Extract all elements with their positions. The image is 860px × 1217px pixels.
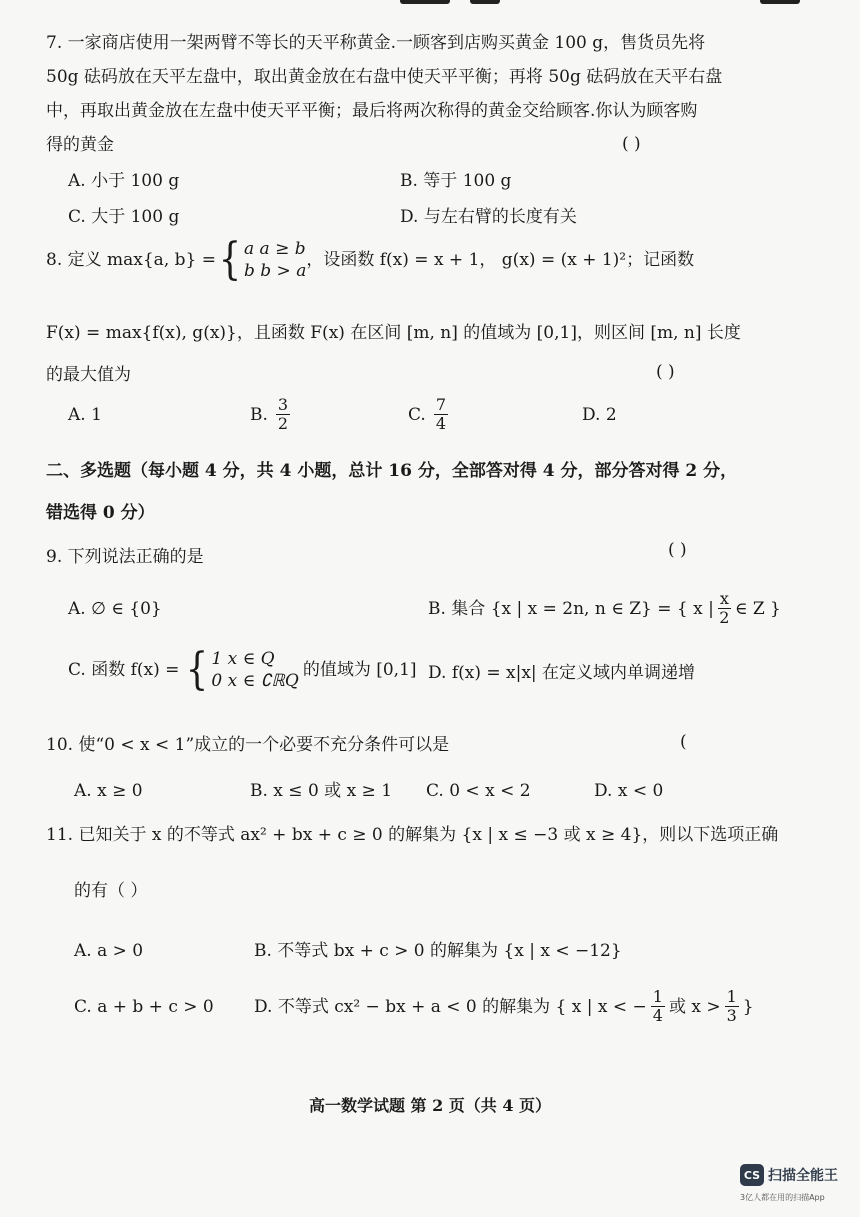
scan-artifact-marks [340, 0, 860, 8]
q11-stem: 11. 已知关于 x 的不等式 ax² + bx + c ≥ 0 的解集为 {x | x ≤ −3 或 x ≥ 4}，则以下选项正确 [46, 825, 779, 845]
q8-option-c-fraction [434, 396, 448, 433]
q9-option-a: A. ∅ ∈ {0} [68, 599, 162, 619]
q9-option-c [68, 644, 417, 695]
q7-line-1: 7. 一家商店使用一架两臂不等长的天平称黄金.一顾客到店购买黄金 100 g，售货员先将 [46, 33, 706, 53]
scanner-watermark-subtitle: 3亿人都在用的扫描App [740, 1193, 825, 1202]
q7-line-3: 中，再取出黄金放在左盘中使天平平衡；最后将两次称得的黄金交给顾客.你认为顾客购 [46, 101, 698, 121]
q9-option-c-cases [183, 644, 299, 695]
q7-line-2: 50g 砝码放在天平左盘中，取出黄金放在右盘中使天平平衡；再将 50g 砝码放在天平右盘 [46, 67, 723, 87]
q9-option-b-fraction [718, 590, 731, 627]
q11-option-d-post: } [742, 996, 754, 1017]
q10-option-b: B. x ≤ 0 或 x ≥ 1 [250, 781, 393, 801]
q11-line-2: 的有（ ） [74, 881, 148, 901]
q10-option-a: A. x ≥ 0 [74, 781, 143, 801]
fraction-denominator: 4 [435, 414, 446, 433]
q7-option-a: A. 小于 100 g [68, 171, 180, 191]
q7-option-d: D. 与左右臂的长度有关 [400, 207, 577, 227]
q8-option-c [408, 396, 448, 433]
page-footer: 高一数学试题 第 2 页（共 4 页） [308, 1096, 552, 1115]
fraction-numerator: 3 [277, 395, 289, 414]
q9-option-c-post: 的值域为 [0,1] [302, 660, 417, 680]
q7-line-4: 得的黄金 [46, 135, 114, 155]
q11-option-c: C. a + b + c > 0 [74, 997, 214, 1017]
section-2-heading-line-1: 二、多选题（每小题 4 分，共 4 小题，总计 16 分，全部答对得 4 分，部分答对得 2 分， [46, 461, 738, 481]
fraction-denominator: 4 [652, 1006, 663, 1025]
q7-answer-paren: ( ) [622, 134, 641, 154]
q11-option-d-pre: D. 不等式 cx² − bx + a < 0 的解集为 { x | x < − [254, 996, 647, 1017]
q8-case-2: b b > a [243, 261, 307, 281]
q11-option-d-mid: 或 x > [668, 996, 721, 1017]
fraction-denominator: 2 [277, 414, 289, 433]
q10-option-c: C. 0 < x < 2 [426, 781, 531, 801]
q10-stem: 10. 使“0 < x < 1”成立的一个必要不充分条件可以是 [46, 735, 450, 755]
q8-case-1: a a ≥ b [243, 239, 306, 259]
q8-option-b-fraction [276, 396, 290, 433]
q9-answer-paren: ( ) [668, 540, 687, 560]
q10-answer-paren: ( [680, 732, 687, 752]
q11-option-d-fraction-1 [651, 988, 665, 1025]
scanner-watermark-title: 扫描全能王 [768, 1168, 838, 1184]
q8-answer-paren: ( ) [656, 362, 675, 382]
fraction-denominator: 3 [726, 1006, 737, 1025]
q7-option-b: B. 等于 100 g [400, 171, 512, 191]
q11-option-b: B. 不等式 bx + c > 0 的解集为 {x | x < −12} [254, 941, 622, 961]
q9-case-2: 0 x ∈ ∁ℝQ [211, 671, 299, 691]
q11-option-d-fraction-2 [725, 988, 739, 1025]
brace-icon: { [186, 644, 209, 695]
fraction-numerator: x [719, 589, 729, 608]
q7-option-c: C. 大于 100 g [68, 207, 180, 227]
fraction-numerator: 7 [435, 395, 446, 414]
q8-max-cases [216, 234, 307, 285]
q8-option-c-label: C. [408, 404, 426, 425]
fraction-denominator: 2 [719, 608, 730, 627]
fraction-numerator: 1 [652, 987, 663, 1006]
q8-option-b-label: B. [250, 404, 268, 425]
q9-stem: 9. 下列说法正确的是 [46, 547, 204, 567]
q9-case-1: 1 x ∈ Q [211, 649, 275, 669]
section-2-heading-line-2: 错选得 0 分） [46, 503, 155, 523]
scanner-watermark [740, 1164, 838, 1186]
q11-option-a: A. a > 0 [74, 941, 144, 961]
q8-option-a: A. 1 [68, 405, 102, 425]
q8-line-3: 的最大值为 [46, 365, 131, 385]
fraction-numerator: 1 [726, 987, 737, 1006]
q8-option-b [250, 396, 290, 433]
q11-option-d [254, 988, 754, 1025]
q8-lead: 8. 定义 max{a, b} = [46, 250, 216, 270]
q9-option-b-post: ∈ Z } [734, 598, 781, 619]
brace-icon: { [218, 234, 242, 285]
q8-option-d: D. 2 [582, 405, 617, 425]
q8-line-2: F(x) = max{f(x), g(x)}，且函数 F(x) 在区间 [m, n] 的值域为 [0,1]，则区间 [m, n] 长度 [46, 323, 741, 343]
camscanner-logo-icon: CS [740, 1164, 764, 1186]
q9-option-b-pre: B. 集合 {x | x = 2n, n ∈ Z} = { x | [428, 598, 714, 619]
q9-option-d: D. f(x) = x|x| 在定义域内单调递增 [428, 663, 696, 683]
q9-option-c-pre: C. 函数 f(x) = [68, 660, 180, 680]
q8-line-1 [46, 234, 695, 285]
q9-option-b [428, 590, 781, 627]
q8-rest: ，设函数 f(x) = x + 1， g(x) = (x + 1)²；记函数 [306, 250, 695, 270]
q10-option-d: D. x < 0 [594, 781, 664, 801]
